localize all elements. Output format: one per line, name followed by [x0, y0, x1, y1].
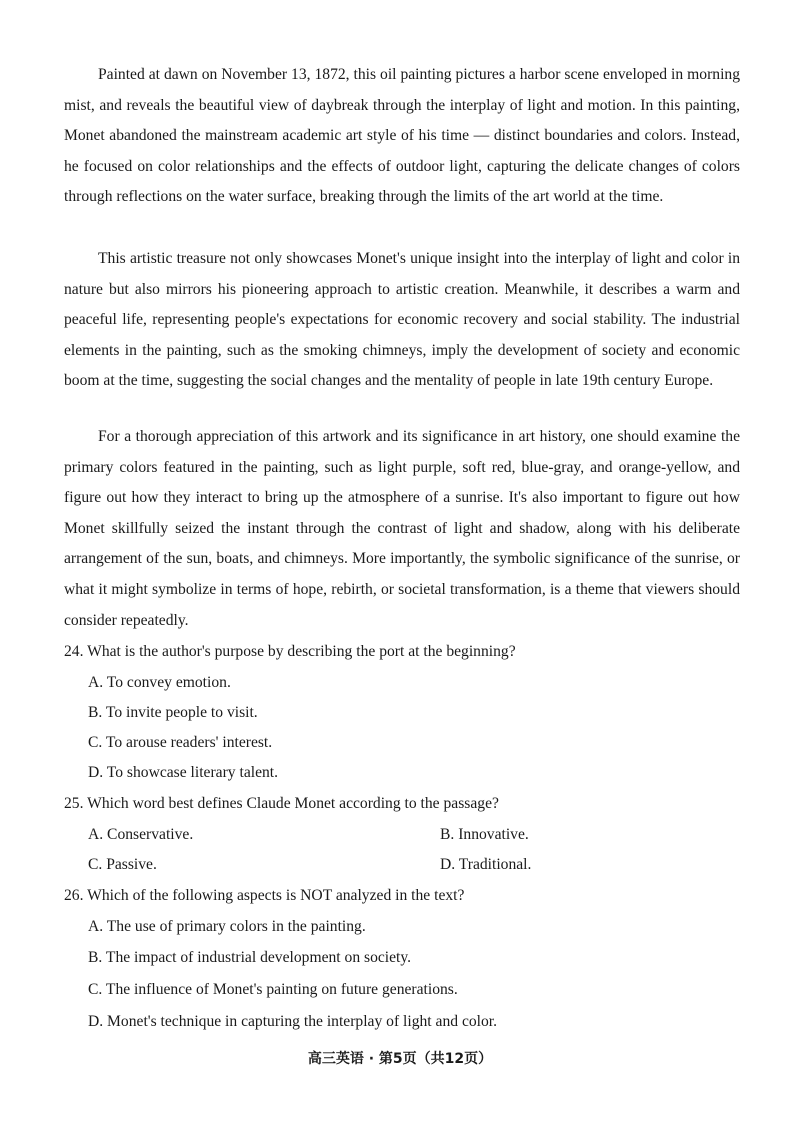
q24-option-c: C. To arouse readers' interest. — [88, 734, 273, 751]
q24-option-a: A. To convey emotion. — [88, 674, 231, 691]
q25-option-b: B. Innovative. — [440, 826, 529, 843]
question-26 — [64, 881, 754, 912]
page-footer: 高三英语 · 第5页（共12页） — [307, 1051, 493, 1067]
question-24-stem: 24. What is the author's purpose by describing the port at the beginning? — [64, 643, 516, 660]
question-24 — [64, 637, 754, 668]
question-25-stem: 25. Which word best defines Claude Monet according to the passage? — [64, 795, 499, 812]
passage-paragraph-1: Painted at dawn on November 13, 1872, this oil painting pictures a harbor scene enveloped in morning mist, and reveals the beautiful view of daybreak through the interplay of light and motion. In this painting, Monet abandoned the mainstream academic art style of his time — distinct boundaries and colors. Instead, he focused on color relationships and the effects of outdoor light, capturing the delicate changes of colors through reflections on the water surface, breaking through the limits of the art world at the time. — [64, 66, 740, 206]
q24-option-d: D. To showcase literary talent. — [88, 764, 279, 781]
question-26-stem: 26. Which of the following aspects is NOT analyzed in the text? — [64, 887, 465, 904]
q24-option-b: B. To invite people to visit. — [88, 704, 258, 721]
passage-paragraph-3: For a thorough appreciation of this artwork and its significance in art history, one should examine the primary colors featured in the painting, such as light purple, soft red, blue-gray, and orange-yellow, and figure out how they interact to bring up the atmosphere of a sunrise. It's also important to figure out how Monet skillfully seized the instant through the contrast of light and shadow, along with his deliberate arrangement of the sun, boats, and chimneys. More importantly, the symbolic significance of the sunrise, or what it might symbolize in terms of hope, rebirth, or societal transformation, is a theme that viewers should consider repeatedly. — [64, 428, 740, 629]
q26-option-c: C. The influence of Monet's painting on future generations. — [88, 981, 458, 998]
q25-option-d: D. Traditional. — [440, 856, 532, 873]
passage-paragraph-2: This artistic treasure not only showcases Monet's unique insight into the interplay of light and color in nature but also mirrors his pioneering approach to artistic creation. Meanwhile, it describes a warm and peaceful life, representing people's expectations for economic recovery and social stability. The industrial elements in the painting, such as the smoking chimneys, imply the development of society and economic boom at the time, suggesting the social changes and the mentality of people in late 19th century Europe. — [64, 250, 740, 390]
question-25 — [64, 789, 754, 820]
q26-option-d: D. Monet's technique in capturing the interplay of light and color. — [88, 1013, 498, 1030]
q26-option-b: B. The impact of industrial development on society. — [88, 949, 412, 966]
q26-option-a: A. The use of primary colors in the painting. — [88, 918, 366, 935]
q25-option-a: A. Conservative. — [88, 826, 194, 843]
q25-option-c: C. Passive. — [88, 856, 157, 873]
